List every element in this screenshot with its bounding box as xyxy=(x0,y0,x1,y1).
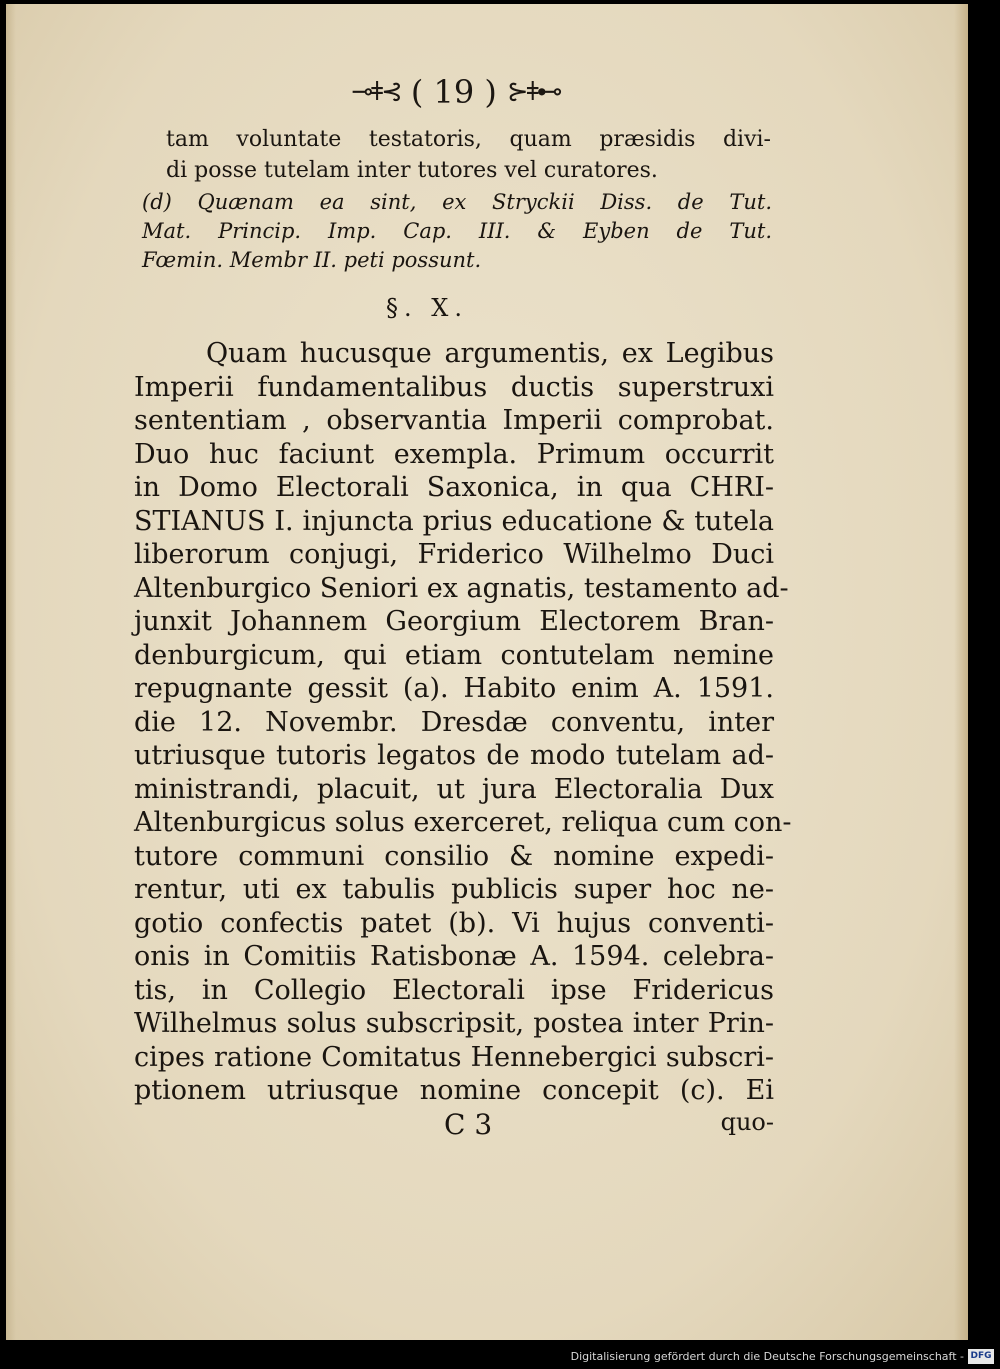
ornament-right: ⊱ǂ⊷ xyxy=(506,77,561,107)
body-line: sententiam , observantia Imperii comprobat. xyxy=(134,405,774,436)
body-line: junxit Johannem Georgium Electorem Bran- xyxy=(134,606,774,637)
digitization-credit: Digitalisierung gefördert durch die Deutsche Forschungsgemeinschaft - xyxy=(570,1350,964,1363)
text-line: di posse tutelam inter tutores vel curatores. xyxy=(166,158,658,183)
body-line: ptionem utriusque nomine concepit (c). Ei xyxy=(134,1075,774,1106)
body-line: Altenburgico Seniori ex agnatis, testamento ad- xyxy=(134,572,789,604)
body-line: cipes ratione Comitatus Hennebergici subscri- xyxy=(134,1041,774,1073)
page-number: ( 19 ) xyxy=(410,73,497,111)
signature-mark: C 3 xyxy=(444,1108,493,1141)
footnote-line: Fœmin. Membr II. peti possunt. xyxy=(142,248,482,272)
body-line: Quam hucusque argumentis, ex Legibus xyxy=(206,338,774,369)
footnote-line: Mat. Princip. Imp. Cap. III. & Eyben de Tut. xyxy=(142,219,772,243)
body-line: die 12. Novembr. Dresdæ conventu, inter xyxy=(134,706,774,738)
page-edge-right xyxy=(954,4,968,1340)
body-line: Wilhelmus solus subscripsit, postea inter Prin- xyxy=(134,1008,774,1039)
footnote-d xyxy=(142,188,772,275)
page-header xyxy=(306,72,606,112)
digitization-footer-bar xyxy=(0,1346,1000,1369)
body-line: rentur, uti ex tabulis publicis super hoc ne- xyxy=(134,874,774,905)
body-line: tutore communi consilio & nomine expedi- xyxy=(134,840,774,872)
body-line: repugnante gessit (a). Habito enim A. 1591. xyxy=(134,673,774,704)
body-line: STIANUS I. injuncta prius educatione & tutela xyxy=(134,505,774,537)
body-line: Imperii fundamentalibus ductis superstruxi xyxy=(134,371,774,403)
page-edge-left xyxy=(6,4,16,1340)
body-line: gotio confectis patet (b). Vi hujus conventi- xyxy=(134,907,774,939)
body-line: liberorum conjugi, Friderico Wilhelmo Duci xyxy=(134,539,774,570)
body-line: onis in Comitiis Ratisbonæ A. 1594. celebra- xyxy=(134,941,774,972)
section-heading: §. X. xyxy=(386,294,468,322)
book-page xyxy=(6,4,968,1340)
body-line: utriusque tutoris legatos de modo tutelam ad- xyxy=(134,740,774,771)
dfg-logo-icon: DFG xyxy=(968,1349,994,1364)
footnote-line: (d) Quænam ea sint, ex Stryckii Diss. de Tut. xyxy=(142,190,772,214)
catchword: quo- xyxy=(720,1108,774,1136)
text-line: tam voluntate testatoris, quam præsidis divi- xyxy=(166,127,771,152)
body-line: tis, in Collegio Electorali ipse Fridericus xyxy=(134,974,774,1006)
body-line: Altenburgicus solus exerceret, reliqua cum con- xyxy=(134,807,792,838)
body-line: denburgicum, qui etiam contutelam nemine xyxy=(134,639,774,671)
body-line: in Domo Electorali Saxonica, in qua CHRI- xyxy=(134,472,774,503)
page-footer xyxy=(134,1108,774,1144)
body-line: ministrandi, placuit, ut jura Electoralia Dux xyxy=(134,773,774,805)
body-text xyxy=(134,337,792,1108)
body-line: Duo huc faciunt exempla. Primum occurrit xyxy=(134,438,774,470)
ornament-left: ⊸ǂ⊰ xyxy=(351,77,401,107)
continued-footnote-text xyxy=(166,124,771,186)
